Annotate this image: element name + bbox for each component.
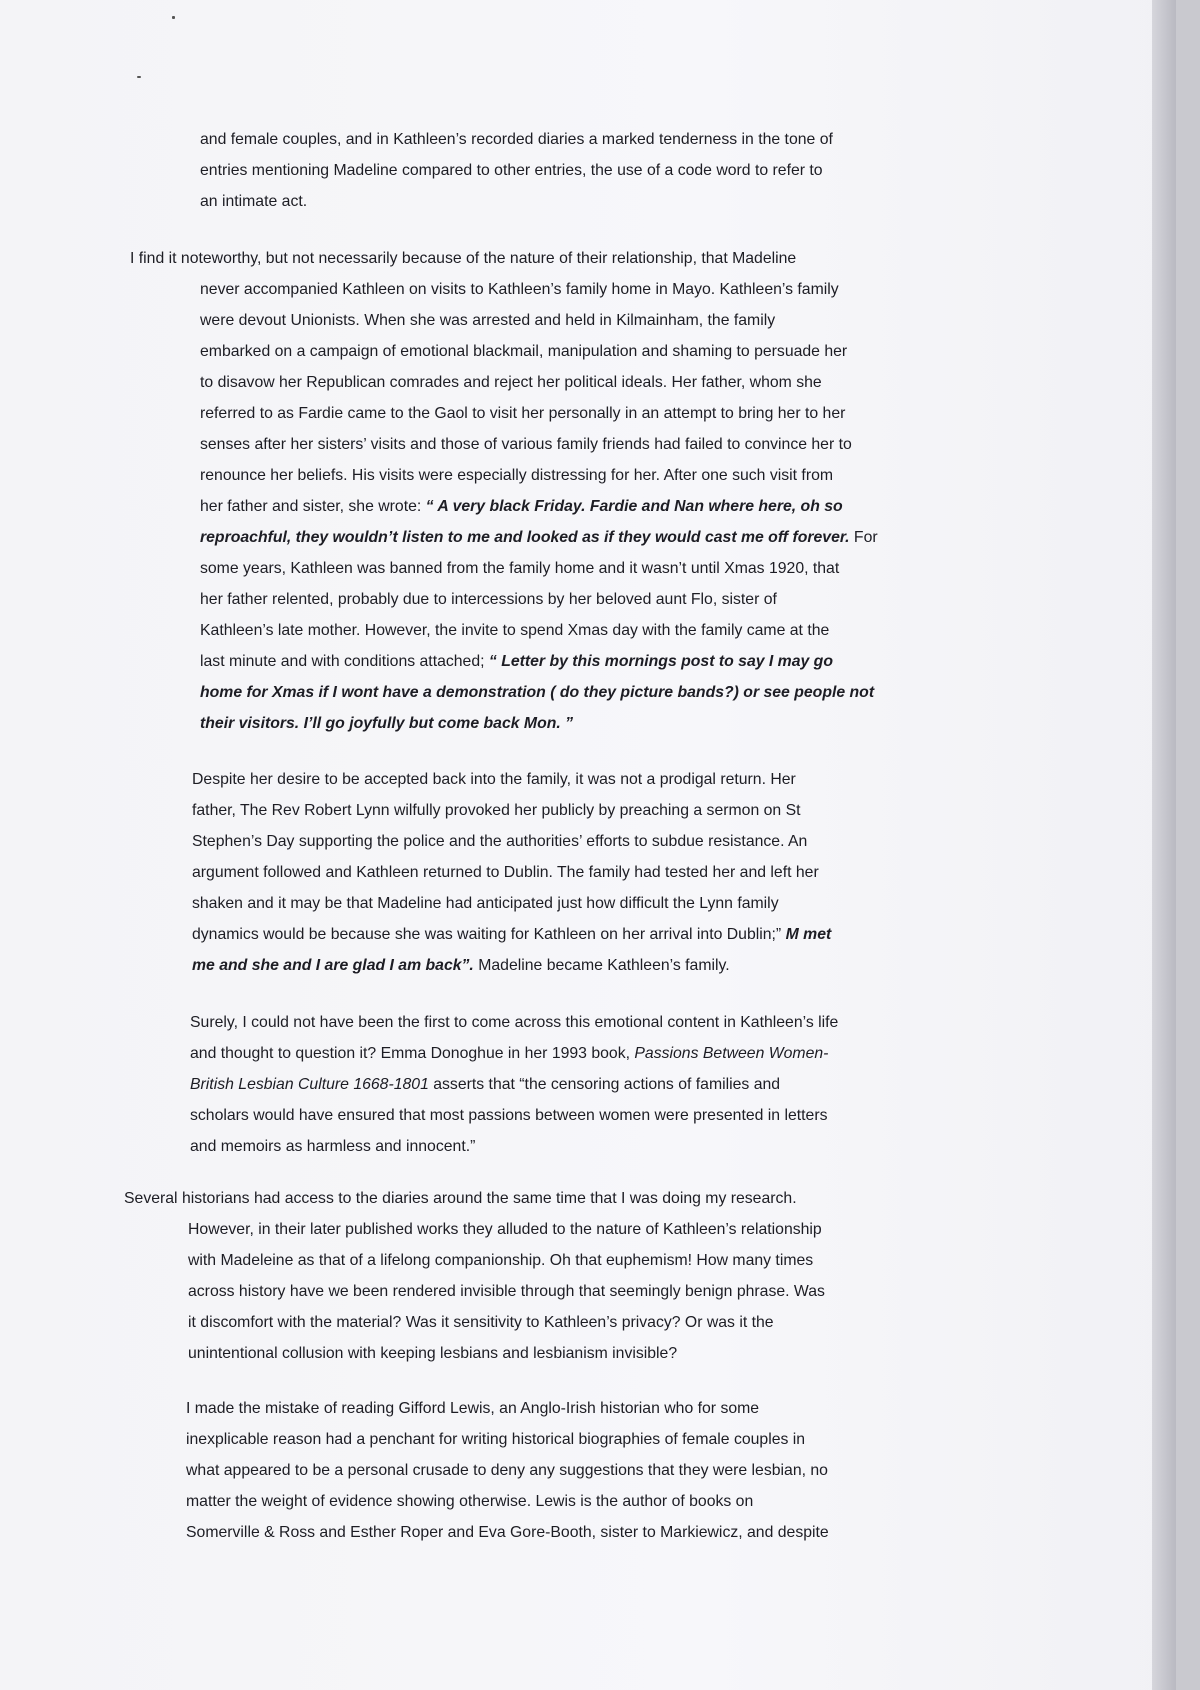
text-line: with Madeleine as that of a lifelong companionship. Oh that euphemism! How many times bbox=[188, 1252, 814, 1269]
text-line: unintentional collusion with keeping lesbians and lesbianism invisible? bbox=[188, 1345, 678, 1362]
text-line: to disavow her Republican comrades and reject her political ideals. Her father, whom she bbox=[200, 374, 822, 391]
diary-quote: home for Xmas if I wont have a demonstration ( do they picture bands?) or see people not bbox=[200, 684, 875, 701]
text-run: dynamics would be because she was waiting for Kathleen on her arrival into Dublin;” bbox=[192, 926, 786, 943]
text-run: her father and sister, she wrote: bbox=[200, 498, 426, 515]
paragraph-1 bbox=[200, 124, 833, 217]
book-title: Passions Between Women- bbox=[634, 1045, 829, 1062]
text-line bbox=[200, 522, 878, 553]
page-edge-shadow bbox=[1152, 0, 1176, 1690]
text-line bbox=[200, 491, 878, 522]
text-run: last minute and with conditions attached; bbox=[200, 653, 489, 670]
text-line bbox=[190, 1038, 838, 1069]
book-title: British Lesbian Culture 1668-1801 bbox=[190, 1076, 429, 1093]
text-line: Surely, I could not have been the first to come across this emotional content in Kathleen’s life bbox=[190, 1014, 839, 1031]
diary-quote: their visitors. I’ll go joyfully but come back Mon. ” bbox=[200, 715, 574, 732]
text-line: father, The Rev Robert Lynn wilfully provoked her publicly by preaching a sermon on St bbox=[192, 802, 801, 819]
text-line: I find it noteworthy, but not necessarily because of the nature of their relationship, that Madeline bbox=[130, 250, 797, 267]
text-line: scholars would have ensured that most passions between women were presented in letters bbox=[190, 1107, 828, 1124]
text-run: For bbox=[849, 529, 878, 546]
text-line: what appeared to be a personal crusade to deny any suggestions that they were lesbian, no bbox=[186, 1462, 828, 1479]
text-line: renounce her beliefs. His visits were especially distressing for her. After one such visit from bbox=[200, 467, 834, 484]
text-line: across history have we been rendered invisible through that seemingly benign phrase. Was bbox=[188, 1283, 825, 1300]
text-line bbox=[192, 919, 831, 950]
text-line: her father relented, probably due to intercessions by her beloved aunt Flo, sister of bbox=[200, 591, 777, 608]
diary-quote: reproachful, they wouldn’t listen to me and looked as if they would cast me off forever. bbox=[200, 529, 850, 546]
paragraph-5 bbox=[124, 1183, 825, 1369]
paragraph-4 bbox=[190, 1007, 838, 1162]
scan-speck bbox=[137, 76, 141, 78]
text-line: I made the mistake of reading Gifford Lewis, an Anglo-Irish historian who for some bbox=[186, 1400, 760, 1417]
text-line: an intimate act. bbox=[200, 193, 308, 210]
scan-speck bbox=[172, 16, 175, 19]
text-line bbox=[200, 646, 878, 677]
text-line: Kathleen’s late mother. However, the invite to spend Xmas day with the family came at the bbox=[200, 622, 830, 639]
paragraph-2 bbox=[130, 243, 878, 739]
text-line: and memoirs as harmless and innocent.” bbox=[190, 1138, 476, 1155]
paragraph-2-body bbox=[200, 274, 878, 739]
paragraph-6 bbox=[186, 1393, 829, 1548]
text-line: Several historians had access to the diaries around the same time that I was doing my research. bbox=[124, 1190, 797, 1207]
text-line: were devout Unionists. When she was arrested and held in Kilmainham, the family bbox=[200, 312, 776, 329]
diary-quote: me and she and I are glad I am back”. bbox=[192, 957, 474, 974]
diary-quote: M met bbox=[785, 926, 832, 943]
text-run: and thought to question it? Emma Donoghue in her 1993 book, bbox=[190, 1045, 635, 1062]
diary-quote: “ Letter by this mornings post to say I may go bbox=[488, 653, 833, 670]
text-line: never accompanied Kathleen on visits to Kathleen’s family home in Mayo. Kathleen’s family bbox=[200, 281, 839, 298]
diary-quote: “ A very black Friday. Fardie and Nan where here, oh so bbox=[425, 498, 843, 515]
text-line: However, in their later published works they alluded to the nature of Kathleen’s relationship bbox=[188, 1221, 822, 1238]
text-run: Madeline became Kathleen’s family. bbox=[473, 957, 730, 974]
text-line: referred to as Fardie came to the Gaol to visit her personally in an attempt to bring her to her bbox=[200, 405, 846, 422]
text-line: inexplicable reason had a penchant for writing historical biographies of female couples in bbox=[186, 1431, 806, 1448]
text-line: Stephen’s Day supporting the police and the authorities’ efforts to subdue resistance. An bbox=[192, 833, 808, 850]
paragraph-3 bbox=[192, 764, 831, 981]
text-line: Despite her desire to be accepted back into the family, it was not a prodigal return. Her bbox=[192, 771, 796, 788]
text-line bbox=[192, 950, 831, 981]
text-line: some years, Kathleen was banned from the family home and it wasn’t until Xmas 1920, that bbox=[200, 560, 840, 577]
text-line: matter the weight of evidence showing otherwise. Lewis is the author of books on bbox=[186, 1493, 754, 1510]
text-run: asserts that “the censoring actions of families and bbox=[428, 1076, 781, 1093]
text-line: Somerville & Ross and Esther Roper and Eva Gore-Booth, sister to Markiewicz, and despite bbox=[186, 1524, 829, 1541]
text-line: it discomfort with the material? Was it sensitivity to Kathleen’s privacy? Or was it the bbox=[188, 1314, 774, 1331]
text-line: entries mentioning Madeline compared to other entries, the use of a code word to refer to bbox=[200, 162, 823, 179]
text-line: senses after her sisters’ visits and those of various family friends had failed to convince her to bbox=[200, 436, 852, 453]
text-line: shaken and it may be that Madeline had anticipated just how difficult the Lynn family bbox=[192, 895, 779, 912]
text-line: embarked on a campaign of emotional blackmail, manipulation and shaming to persuade her bbox=[200, 343, 848, 360]
paragraph-5-body bbox=[188, 1214, 825, 1369]
text-line bbox=[190, 1069, 838, 1100]
text-line: and female couples, and in Kathleen’s recorded diaries a marked tenderness in the tone of bbox=[200, 131, 833, 148]
text-line: argument followed and Kathleen returned to Dublin. The family had tested her and left her bbox=[192, 864, 819, 881]
